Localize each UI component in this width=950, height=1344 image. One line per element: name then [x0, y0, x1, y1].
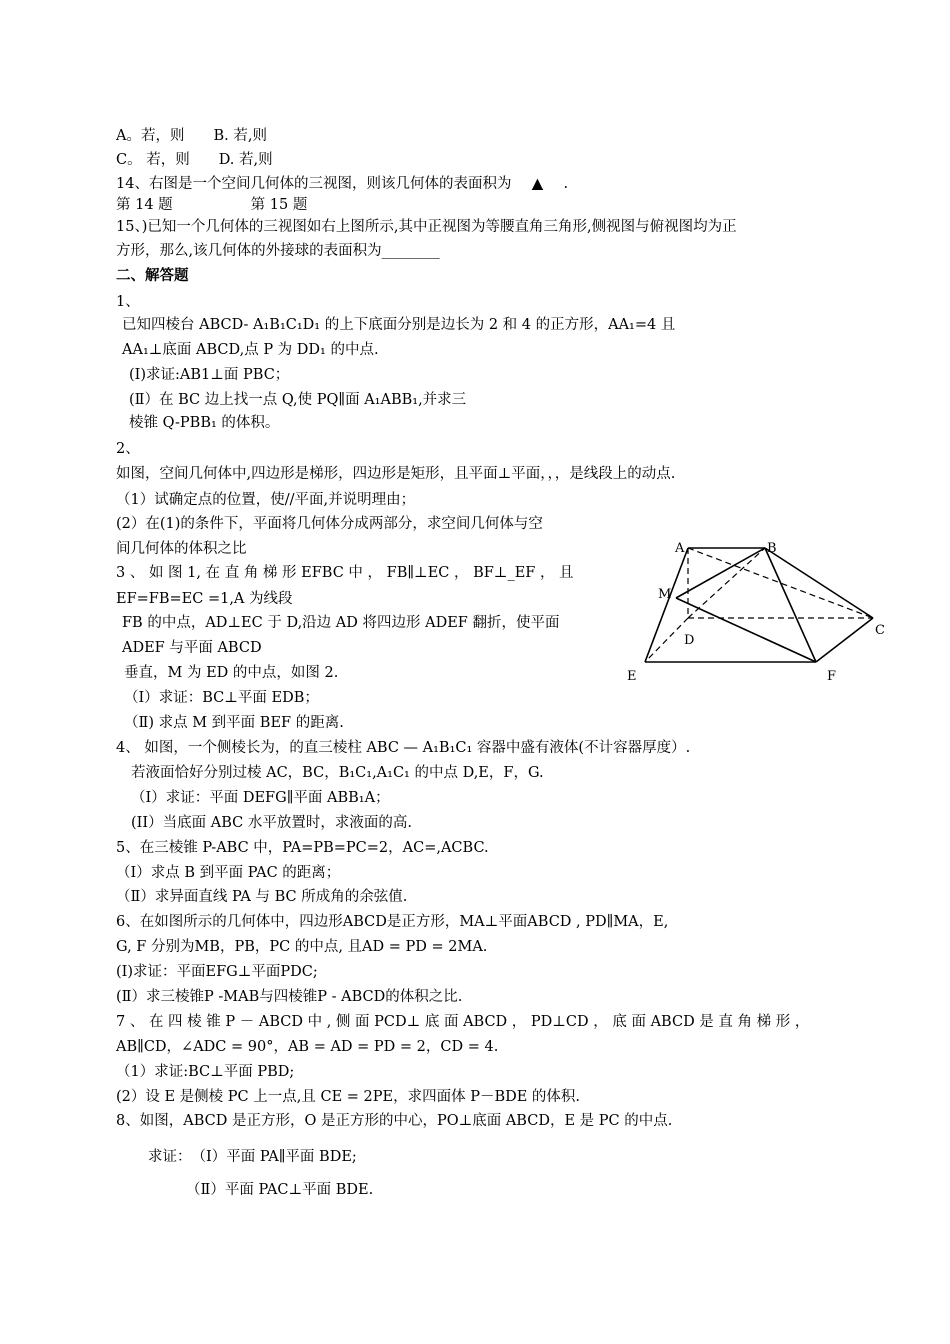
problem-7-line2: AB∥CD，∠ADC = 90°，AB = AD = PD = 2，CD = 4. — [116, 1039, 499, 1055]
edge-mb — [676, 548, 765, 598]
problem-5-part1: （I）求点 B 到平面 PAC 的距离； — [116, 865, 341, 881]
problem-5-part2: （Ⅱ）求异面直线 PA 与 BC 所成角的余弦值. — [116, 889, 408, 905]
problem-7-part1: （1）求证:BC⊥平面 PBD; — [116, 1064, 295, 1080]
problem-2-part2-cont: 间几何体的体积之比 — [116, 541, 247, 557]
problem-6-line2: G, F 分别为MB，PB，PC 的中点, 且AD = PD = 2MA. — [116, 939, 488, 955]
problem-6-line1: 6、在如图所示的几何体中，四边形ABCD是正方形，MA⊥平面ABCD , PD∥MA，E, — [116, 914, 669, 930]
label-f: F — [827, 669, 837, 684]
label-c: C — [875, 623, 885, 638]
problem-3-line1: 3 、 如 图 1, 在 直 角 梯 形 EFBC 中 ， FB∥⊥EC ， BF⊥_EF ， 且 — [116, 565, 574, 581]
problem-8-part2: （Ⅱ）平面 PAC⊥平面 BDE. — [186, 1182, 374, 1198]
problem-2-number: 2、 — [116, 441, 140, 457]
label-m: M — [658, 587, 672, 602]
problem-1-number: 1、 — [116, 294, 140, 310]
edge-ae — [645, 548, 688, 662]
problem-3-line2: EF=FB=EC =1,A 为线段 — [116, 591, 293, 607]
line-choice-ab: A。若，则 B. 若,则 — [116, 128, 267, 144]
question-15-line1: 15、)已知一个几何体的三视图如右上图所示,其中正视图为等腰直角三角形,侧视图与俯视图均为正 — [116, 219, 737, 235]
problem-1-line1: 已知四棱台 ABCD- A₁B₁C₁D₁ 的上下底面分别是边长为 2 和 4 的正方形，AA₁=4 且 — [122, 317, 676, 333]
problem-1-part1: (I)求证:AB1⊥面 PBC； — [129, 367, 290, 383]
line-choice-cd: C。 若，则 D. 若,则 — [116, 152, 273, 168]
problem-6-part2: (Ⅱ）求三棱锥P -MAB与四棱锥P - ABCD的体积之比. — [116, 989, 463, 1005]
problem-4-line2: 若液面恰好分别过棱 AC，BC，B₁C₁,A₁C₁ 的中点 D,E，F，G. — [131, 765, 544, 781]
edge-db — [688, 548, 765, 618]
label-e: E — [627, 669, 637, 684]
edge-mf — [676, 598, 816, 662]
problem-4-part1: （I）求证：平面 DEFG∥平面 ABB₁A； — [131, 790, 390, 806]
answer-blank: ▲ — [531, 176, 544, 192]
label-b: B — [767, 541, 777, 556]
problem-5-line1: 5、在三棱锥 P-ABC 中，PA=PB=PC=2，AC=,ACBC. — [116, 840, 489, 856]
problem-1-part2-cont: 棱锥 Q-PBB₁ 的体积。 — [129, 415, 280, 431]
problem-3-line4: ADEF 与平面 ABCD — [122, 640, 262, 656]
problem-1-part2: (Ⅱ）在 BC 边上找一点 Q,使 PQ∥面 A₁ABB₁,并求三 — [129, 392, 467, 408]
problem-4-part2: (II）当底面 ABC 水平放置时，求液面的高. — [131, 815, 412, 831]
question-15-line2: 方形，那么,该几何体的外接球的表面积为________ — [116, 243, 440, 259]
problem-3-line3: FB 的中点，AD⊥EC 于 D,沿边 AD 将四边形 ADEF 翻折，使平面 — [122, 615, 560, 631]
problem-3-part1: （I）求证：BC⊥平面 EDB； — [124, 690, 319, 706]
question-14: 14、右图是一个空间几何体的三视图，则该几何体的表面积为 ▲ . — [116, 176, 569, 192]
edge-de — [645, 618, 688, 662]
problem-8-line1: 8、如图，ABCD 是正方形，O 是正方形的中心，PO⊥底面 ABCD，E 是 PC 的中点. — [116, 1113, 673, 1129]
section-heading: 二、解答题 — [116, 267, 189, 284]
problem-8-part1: 求证： （Ⅰ）平面 PA∥平面 BDE; — [148, 1149, 357, 1165]
problem-3-line5: 垂直，M 为 ED 的中点，如图 2. — [124, 665, 339, 681]
problem-3-part2: （Ⅱ) 求点 M 到平面 BEF 的距离. — [124, 715, 344, 731]
label-d: D — [684, 633, 695, 648]
problem-1-line2: AA₁⊥底面 ABCD,点 P 为 DD₁ 的中点. — [122, 342, 379, 358]
label-a: A — [675, 541, 685, 556]
figure-captions: 第 14 题 第 15 题 — [116, 197, 308, 213]
problem-2-line1: 如图，空间几何体中,四边形是梯形，四边形是矩形，且平面⊥平面，，，是线段上的动点. — [116, 466, 676, 482]
problem-4-line1: 4、 如图，一个侧棱长为，的直三棱柱 ABC — A₁B₁C₁ 容器中盛有液体(不计容器厚度）. — [116, 740, 691, 756]
geometry-figure — [620, 532, 900, 692]
problem-2-part2: (2）在(1)的条件下，平面将几何体分成两部分，求空间几何体与空 — [116, 516, 543, 532]
problem-7-line1: 7 、 在 四 棱 锥 P － ABCD 中 , 侧 面 PCD⊥ 底 面 ABCD ， PD⊥CD ， 底 面 ABCD 是 直 角 梯 形 ， — [116, 1014, 810, 1030]
edge-cf — [816, 618, 873, 662]
problem-6-part1: (Ⅰ)求证：平面EFG⊥平面PDC; — [116, 964, 318, 980]
problem-2-part1: （1）试确定点的位置，使//平面,并说明理由； — [116, 492, 416, 508]
problem-7-part2: (2）设 E 是侧棱 PC 上一点,且 CE = 2PE，求四面体 P－BDE 的体积. — [116, 1089, 581, 1105]
